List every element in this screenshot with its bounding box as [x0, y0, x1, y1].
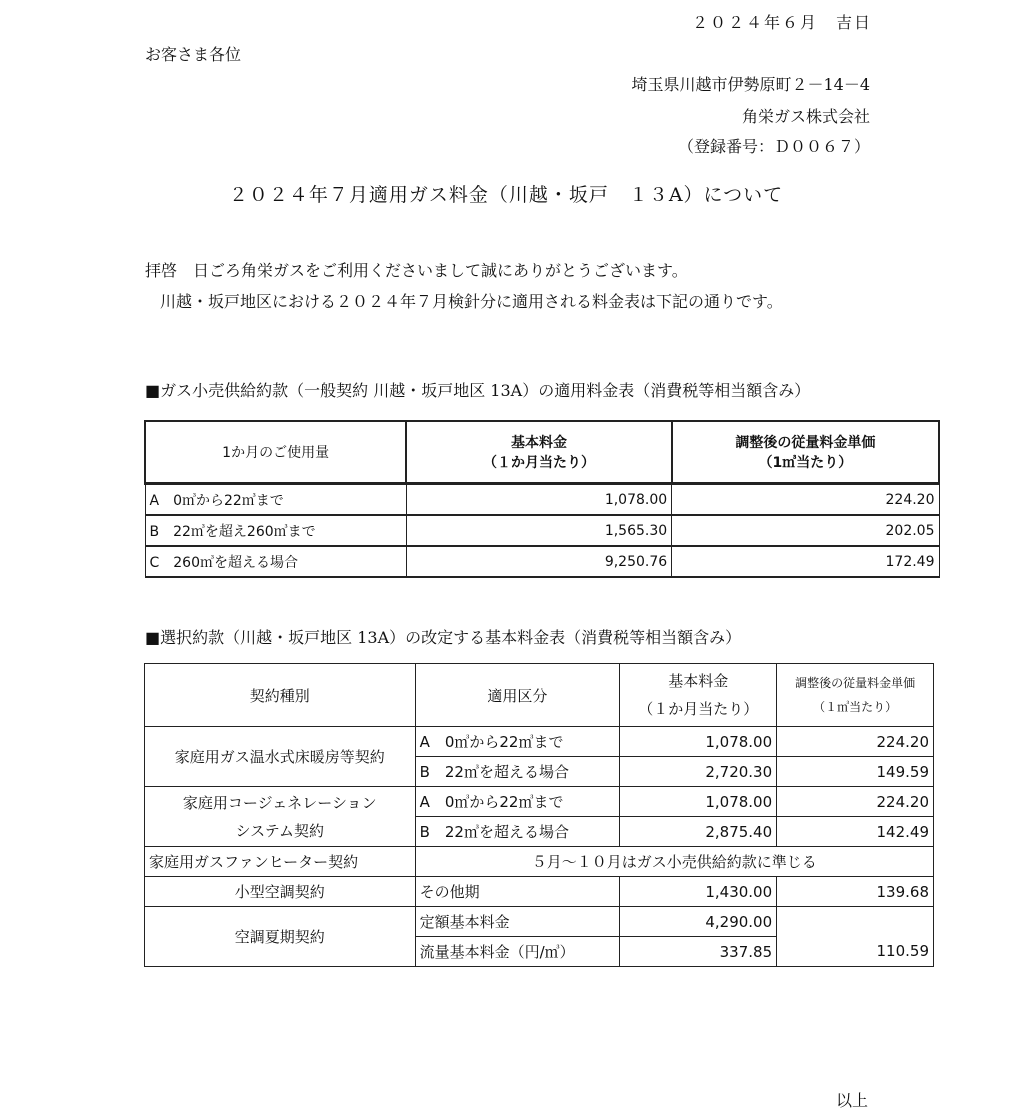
basic-fee-cell: 2,720.30 [620, 757, 777, 787]
basic-fee-cell: 2,875.40 [620, 817, 777, 847]
contract-cogeneration-line2: システム契約 [235, 821, 325, 840]
body-line-1: 拝啓 日ごろ角栄ガスをご利用くださいまして誠にありがとうございます。 [145, 261, 688, 280]
body-line-2: 川越・坂戸地区における２０２４年７月検針分に適用される料金表は下記の通りです。 [160, 292, 783, 311]
col-unit-header-line2: （１㎥当たり） [813, 700, 898, 714]
contract-summer-aircon: 空調夏期契約 [145, 907, 416, 967]
basic-fee-cell: 337.85 [620, 937, 777, 967]
table-row [145, 907, 934, 937]
contract-floor-heating: 家庭用ガス温水式床暖房等契約 [145, 727, 416, 787]
col-basic-header-line2: （１か月当たり） [482, 455, 595, 471]
col-usage-header: 1か月のご使用量 [145, 421, 406, 484]
table-row [145, 787, 934, 817]
unit-price-cell-empty [777, 907, 934, 937]
division-cell: B 22㎥を超える場合 [415, 757, 620, 787]
division-cell: A 0㎥から22㎥まで [415, 787, 620, 817]
table-row [145, 515, 939, 546]
col-unit-header [672, 421, 939, 484]
division-cell: 流量基本料金（円/㎥） [415, 937, 620, 967]
unit-price-cell: 224.20 [777, 787, 934, 817]
greeting: お客さま各位 [145, 45, 242, 64]
col-basic-header [406, 421, 671, 484]
optional-contract-table [144, 663, 934, 967]
col-basic-header-line1: 基本料金 [668, 672, 729, 690]
usage-cell: B 22㎥を超え260㎥まで [145, 515, 406, 546]
division-cell: その他期 [415, 877, 620, 907]
fan-heater-note: ５月～１０月はガス小売供給約款に準じる [415, 847, 933, 877]
unit-price-cell: 149.59 [777, 757, 934, 787]
basic-fee-cell: 1,078.00 [620, 787, 777, 817]
col-unit-header [777, 664, 934, 727]
unit-price-cell: 110.59 [777, 937, 934, 967]
unit-price-cell: 224.20 [777, 727, 934, 757]
usage-cell: C 260㎥を超える場合 [145, 546, 406, 577]
closing-mark: 以上 [836, 1091, 869, 1110]
col-basic-header-line1: 基本料金 [510, 435, 567, 451]
unit-price-cell: 139.68 [777, 877, 934, 907]
contract-small-aircon: 小型空調契約 [145, 877, 416, 907]
col-unit-header-line1: 調整後の従量料金単価 [735, 435, 876, 451]
basic-fee-cell: 9,250.76 [406, 546, 671, 577]
table-header-row [145, 421, 939, 484]
contract-cogeneration [145, 787, 416, 847]
company-name: 角栄ガス株式会社 [741, 107, 870, 126]
division-cell: 定額基本料金 [415, 907, 620, 937]
contract-fan-heater: 家庭用ガスファンヒーター契約 [145, 847, 416, 877]
usage-cell: A 0㎥から22㎥まで [145, 484, 406, 516]
col-division-header: 適用区分 [415, 664, 620, 727]
document-date: ２０２４年６月 吉日 [692, 13, 873, 32]
unit-price-cell: 172.49 [672, 546, 939, 577]
basic-fee-cell: 1,565.30 [406, 515, 671, 546]
registration-number: （登録番号：Ｄ００６７） [677, 137, 870, 156]
document-title: ２０２４年７月適用ガス料金（川越・坂戸 １３A）について [228, 184, 784, 206]
basic-fee-cell: 1,078.00 [620, 727, 777, 757]
basic-fee-cell: 1,078.00 [406, 484, 671, 516]
col-basic-header-line2: （１か月当たり） [638, 700, 759, 718]
col-basic-header [620, 664, 777, 727]
table-row [145, 727, 934, 757]
table2-heading: ■選択約款（川越・坂戸地区 13A）の改定する基本料金表（消費税等相当額含み） [145, 628, 742, 647]
table-row [145, 484, 939, 516]
general-rate-table [144, 420, 940, 578]
contract-cogeneration-line1: 家庭用コージェネレーション [182, 793, 377, 812]
division-cell: A 0㎥から22㎥まで [415, 727, 620, 757]
table-row [145, 546, 939, 577]
division-cell: B 22㎥を超える場合 [415, 817, 620, 847]
table-header-row [145, 664, 934, 727]
unit-price-cell: 202.05 [672, 515, 939, 546]
company-address: 埼玉県川越市伊勢原町２－14－4 [631, 75, 870, 94]
unit-price-cell: 142.49 [777, 817, 934, 847]
col-contract-header: 契約種別 [145, 664, 416, 727]
col-unit-header-line2: （1㎥当たり） [758, 455, 853, 471]
unit-price-cell: 224.20 [672, 484, 939, 516]
table-row [145, 847, 934, 877]
basic-fee-cell: 4,290.00 [620, 907, 777, 937]
table-row [145, 877, 934, 907]
col-unit-header-line1: 調整後の従量料金単価 [795, 676, 916, 690]
basic-fee-cell: 1,430.00 [620, 877, 777, 907]
table1-heading: ■ガス小売供給約款（一般契約 川越・坂戸地区 13A）の適用料金表（消費税等相当額含み） [145, 381, 811, 400]
